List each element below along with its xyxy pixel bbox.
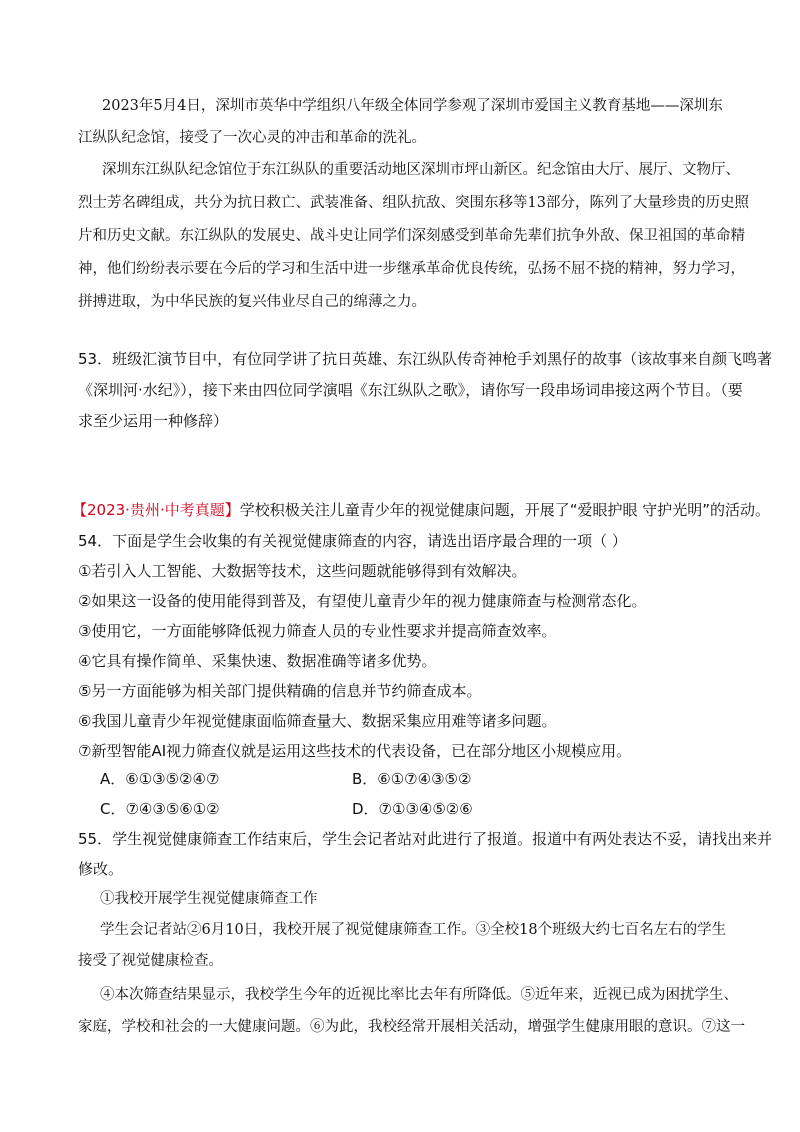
q54-item-5: ⑤另一方面能够为相关部门提供精确的信息并节约筛查成本。 bbox=[78, 682, 482, 700]
q54-item-4: ④它具有操作简单、采集快速、数据准确等诸多优势。 bbox=[78, 652, 437, 670]
passage-p2-line2: 烈士芳名碑组成，共分为抗日救亡、武装准备、组队抗敌、突围东移等13部分，陈列了大量珍贵的历史照 bbox=[78, 195, 749, 211]
report-line2: 接受了视觉健康检查。 bbox=[78, 953, 223, 969]
q54-item-1: ①若引入人工智能、大数据等技术，这些问题就能够得到有效解决。 bbox=[78, 562, 527, 580]
q54-option-c[interactable]: C．⑦④③⑤⑥①② bbox=[100, 800, 220, 818]
q54-option-b[interactable]: B．⑥①⑦④③⑤② bbox=[352, 770, 472, 788]
q54-stem: 54．下面是学生会收集的有关视觉健康筛查的内容，请选出语序最合理的一项（ ） bbox=[78, 532, 627, 550]
q54-option-a[interactable]: A．⑥①③⑤②④⑦ bbox=[100, 770, 220, 788]
passage-p2-line1: 深圳东江纵队纪念馆位于东江纵队的重要活动地区深圳市坪山新区。纪念馆由大厅、展厅、文物厅、 bbox=[102, 162, 740, 178]
report-line4: 家庭，学校和社会的一大健康问题。⑥为此，我校经常开展相关活动，增强学生健康用眼的意识。⑦这一 bbox=[78, 1019, 745, 1035]
q54-option-d[interactable]: D．⑦①③④⑤②⑥ bbox=[352, 800, 473, 818]
report-line3: ④本次筛查结果显示，我校学生今年的近视比率比去年有所降低。⑤近年来，近视已成为困扰学生、 bbox=[100, 987, 738, 1003]
q54-item-2: ②如果这一设备的使用能得到普及，有望使儿童青少年的视力健康筛查与检测常态化。 bbox=[78, 592, 647, 610]
section-intro: 学校积极关注儿童青少年的视觉健康问题，开展了“爱眼护眼 守护光明”的活动。 bbox=[239, 501, 771, 519]
passage-p2-line5: 拼搏进取，为中华民族的复兴伟业尽自己的绵薄之力。 bbox=[78, 294, 426, 310]
q54-item-6: ⑥我国儿童青少年视觉健康面临筛查量大、数据采集应用难等诸多问题。 bbox=[78, 712, 557, 730]
q55-line2: 修改。 bbox=[78, 860, 124, 878]
q53-line2: 《深圳河·水纪》），接下来由四位同学演唱《东江纵队之歌》，请你写一段串场词串接这两个节目。（要 bbox=[78, 381, 743, 399]
passage-p1-line2: 江纵队纪念馆，接受了一次心灵的冲击和革命的洗礼。 bbox=[78, 130, 426, 146]
section-header bbox=[72, 500, 770, 520]
passage-p2-line3: 片和历史文献。东江纵队的发展史、战斗史让同学们深刻感受到革命先辈们抗争外敌、保卫祖国的革命精 bbox=[78, 228, 745, 244]
report-title: ①我校开展学生视觉健康筛查工作 bbox=[100, 891, 318, 907]
q54-item-7: ⑦新型智能AI视力筛查仪就是运用这些技术的代表设备，已在部分地区小规模应用。 bbox=[78, 742, 632, 760]
q53-line1: 53．班级汇演节目中，有位同学讲了抗日英雄、东江纵队传奇神枪手刘黑仔的故事（该故事来自颜飞鸣著 bbox=[78, 350, 773, 368]
passage-p2-line4: 神，他们纷纷表示要在今后的学习和生活中进一步继承革命优良传统，弘扬不屈不挠的精神，努力学习， bbox=[78, 261, 745, 277]
q54-item-3: ③使用它，一方面能够降低视力筛查人员的专业性要求并提高筛查效率。 bbox=[78, 622, 557, 640]
source-tag: 【2023·贵州·中考真题】 bbox=[72, 501, 240, 519]
q53-line3: 求至少运用一种修辞） bbox=[78, 412, 229, 430]
report-line1: 学生会记者站②6月10日，我校开展了视觉健康筛查工作。③全校18个班级大约七百名左右的学生 bbox=[100, 922, 727, 938]
passage-p1-line1: 2023年5月4日，深圳市英华中学组织八年级全体同学参观了深圳市爱国主义教育基地——深圳东 bbox=[102, 98, 723, 114]
q55-line1: 55．学生视觉健康筛查工作结束后，学生会记者站对此进行了报道。报道中有两处表达不妥，请找出来并 bbox=[78, 830, 773, 848]
